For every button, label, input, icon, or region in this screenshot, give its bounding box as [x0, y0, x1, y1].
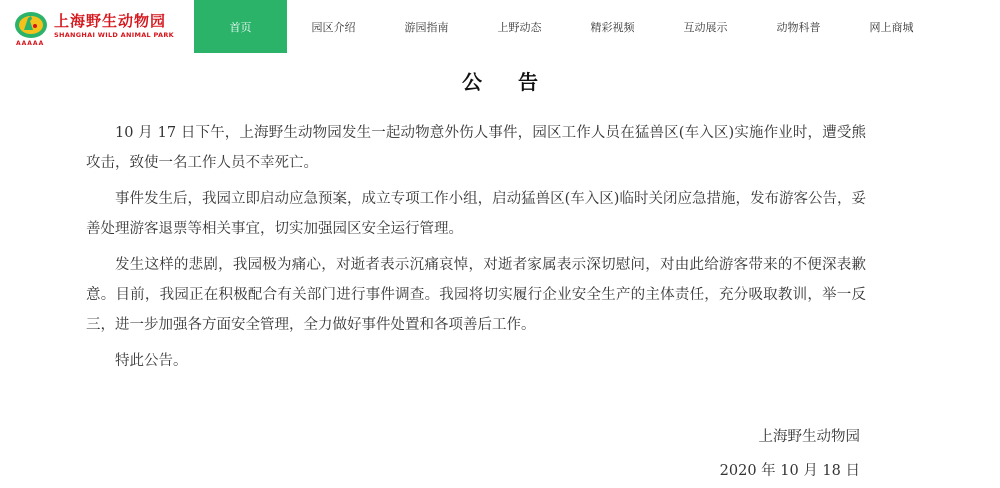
nav-item-home[interactable]: 首页	[194, 0, 287, 53]
notice-paragraph: 特此公告。	[115, 353, 188, 369]
nav-item-online-shop[interactable]: 网上商城	[869, 20, 914, 34]
site-header	[0, 0, 1000, 55]
nav-item-news[interactable]: 上野动态	[497, 20, 542, 34]
notice-title: 公告	[462, 70, 574, 94]
rating-stars: AAAAA	[16, 40, 45, 47]
giraffe-emblem-icon	[14, 8, 48, 42]
notice-paragraph: 事件发生后，我园立即启动应急预案，成立专项工作小组，启动猛兽区(车入区)临时关闭应急措施，发布游客公告，妥善处理游客退票等相关事宜，切实加强园区安全运行管理。	[86, 191, 866, 237]
notice-body	[86, 118, 866, 382]
main-nav	[194, 0, 938, 53]
nav-item-animal-science[interactable]: 动物科普	[776, 20, 821, 34]
nav-item-interactive[interactable]: 互动展示	[683, 20, 728, 34]
notice-signature-block	[720, 420, 860, 488]
logo-name-en: SHANGHAI WILD ANIMAL PARK	[54, 31, 174, 39]
notice-paragraph: 10 月 17 日下午，上海野生动物园发生一起动物意外伤人事件，园区工作人员在猛兽区(车入区)实施作业时，遭受熊攻击，致使一名工作人员不幸死亡。	[86, 125, 866, 171]
site-logo[interactable]	[14, 6, 184, 48]
nav-item-visit-guide[interactable]: 游园指南	[404, 20, 449, 34]
notice-paragraph: 发生这样的悲剧，我园极为痛心，对逝者表示沉痛哀悼，对逝者家属表示深切慰问，对由此给游客带来的不便深表歉意。目前，我园正在积极配合有关部门进行事件调查。我园将切实履行企业安全生产的主体责任，充分吸取教训，举一反三，进一步加强各方面安全管理，全力做好事件处置和各项善后工作。	[86, 257, 866, 333]
nav-item-videos[interactable]: 精彩视频	[590, 20, 635, 34]
nav-item-park-intro[interactable]: 园区介绍	[311, 20, 356, 34]
logo-name-cn: 上海野生动物园	[54, 12, 167, 30]
notice-signature: 上海野生动物园	[758, 429, 860, 445]
notice-date: 2020 年 10 月 18 日	[719, 463, 860, 479]
